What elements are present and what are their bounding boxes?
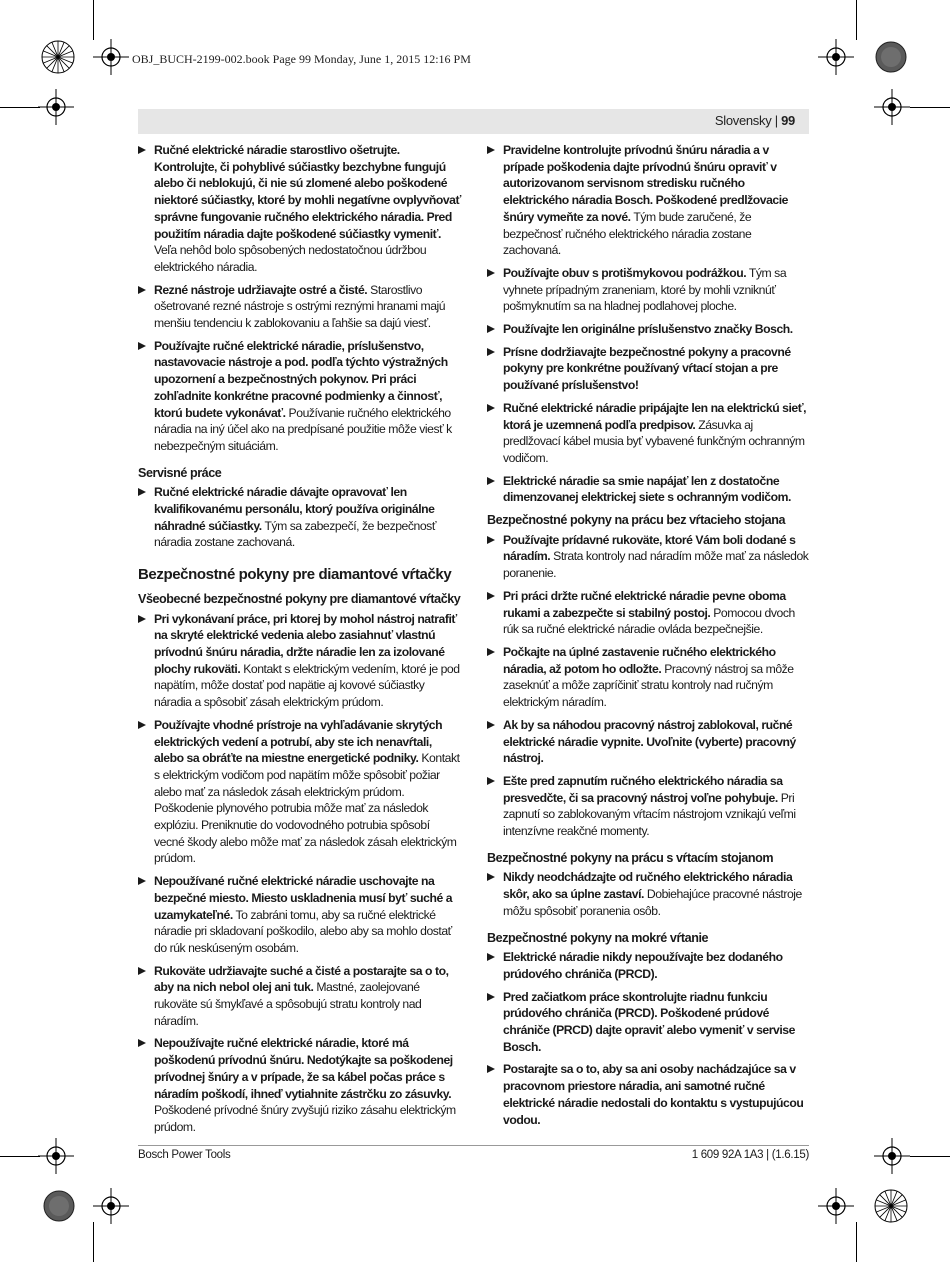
bullet-arrow-icon: [138, 488, 146, 496]
left-top-list: [138, 142, 462, 455]
item-body-text: Tým sa vyhnete prípadným zraneniam, ktoré by mohli vzniknúť pošmyknutím sa na hladnej podlahovej ploche.: [503, 265, 787, 314]
registration-mark-icon: [93, 39, 129, 75]
wet-list: [487, 949, 809, 1128]
item-bold-text: Nepoužívajte ručné elektrické náradie, ktoré má poškodenú prívodnú šnúru. Nedotýkajte sa poškodenej prívodnej šnúry a v prípade, že sa kábel počas práce s náradím poškodí, ihneď vytiahnite zástrčku zo zásuvky.: [154, 1036, 453, 1101]
bullet-arrow-icon: [138, 342, 146, 350]
item-bold-text: Pri práci držte ručné elektrické náradie pevne oboma rukami a zabezpečte si stabilný postoj.: [503, 588, 786, 620]
bullet-arrow-icon: [487, 477, 495, 485]
crop-line: [93, 1222, 94, 1262]
general-heading: Všeobecné bezpečnostné pokyny pre diamantové vŕtačky: [138, 591, 461, 606]
list-item: [487, 949, 809, 982]
bullet-arrow-icon: [487, 993, 495, 1001]
bullet-arrow-icon: [487, 404, 495, 412]
bullet-arrow-icon: [487, 536, 495, 544]
list-item: [138, 484, 462, 551]
bullet-arrow-icon: [138, 1039, 146, 1047]
item-bold-text: Používajte len originálne príslušenstvo značky Bosch.: [503, 322, 793, 337]
list-item: [487, 644, 809, 711]
crop-line: [93, 0, 94, 40]
registration-mark-icon: [93, 1188, 129, 1224]
item-bold-text: Pred začiatkom práce skontrolujte riadnu funkciu prúdového chrániča (PRCD). Poškodené prúdové chrániče (PRCD) dajte opraviť alebo vymeniť v servise Bosch.: [503, 989, 795, 1054]
list-item: [487, 321, 809, 338]
bullet-arrow-icon: [487, 1065, 495, 1073]
list-item: [487, 532, 809, 582]
dot-mark-icon: [874, 40, 908, 74]
header-separator: |: [771, 113, 782, 128]
crop-line: [0, 107, 40, 108]
list-item: [487, 989, 809, 1056]
header-language: Slovensky: [714, 113, 772, 128]
stand-heading: Bezpečnostné pokyny na prácu s vŕtacím stojanom: [487, 850, 774, 865]
item-bold-text: Ručné elektrické náradie starostlivo ošetrujte. Kontrolujte, či pohyblivé súčiastky bezchybne fungujú alebo či neblokujú, či nie sú zlomené alebo poškodené niektoré súčiastky, ktoré by mohli negatívne ovplyvňovať správne fungovanie ručného elektrického náradia. Pred použitím náradia dajte poškodené súčiastky vymeniť.: [154, 143, 461, 241]
item-bold-text: Ešte pred zapnutím ručného elektrického náradia sa presvedčte, či sa pracovný nástroj voľne pohybuje.: [503, 773, 783, 805]
item-bold-text: Nepoužívané ručné elektrické náradie uschovajte na bezpečné miesto. Miesto uskladnenia musí byť suché a uzamykateľné.: [154, 874, 453, 922]
item-bold-text: Nikdy neodchádzajte od ručného elektrického náradia skôr, ako sa úplne zastaví.: [503, 870, 793, 902]
item-body-text: Pracovný nástroj sa môže zaseknúť a môže zapríčiniť stratu kontroly nad ručným elektrickým náradím.: [503, 661, 794, 710]
bullet-arrow-icon: [487, 648, 495, 656]
item-bold-text: Elektrické náradie nikdy nepoužívajte bez dodaného prúdového chrániča (PRCD).: [503, 950, 783, 981]
item-body-text: Dobiehajúce pracovné nástroje môžu spôsobiť poranenia osôb.: [503, 887, 802, 918]
item-body-text: Kontakt s elektrickým vodičom pod napätím môže spôsobiť požiar alebo mať za následok zásah elektrickým prúdom. Poškodenie plynového potrubia môže mať za následok explóziu. Preniknutie do vodovodného potrubia spôsobí vecné škody alebo môže mať za následok zásah elektrickým prúdom.: [154, 751, 460, 866]
bullet-arrow-icon: [138, 146, 146, 154]
bullet-arrow-icon: [487, 721, 495, 729]
registration-mark-icon: [818, 1188, 854, 1224]
item-body-text: Starostlivo ošetrované rezné nástroje s ostrými reznými hranami majú menšiu tendenciu k zablokovaniu a ľahšie sa dajú viesť.: [154, 282, 446, 331]
registration-mark-icon: [874, 1138, 910, 1174]
list-item: [138, 142, 462, 276]
bullet-arrow-icon: [487, 146, 495, 154]
crop-line: [856, 1222, 857, 1262]
list-item: [138, 873, 462, 957]
left-column: [138, 142, 462, 1142]
footer-brand: Bosch Power Tools: [138, 1149, 231, 1161]
no-stand-list: [487, 532, 809, 840]
bullet-arrow-icon: [487, 269, 495, 277]
list-item: [138, 338, 462, 455]
bullet-arrow-icon: [487, 348, 495, 356]
list-item: [487, 473, 809, 506]
bullet-arrow-icon: [138, 615, 146, 623]
registration-mark-icon: [874, 89, 910, 125]
general-list: [138, 611, 462, 1136]
footer-rule: [138, 1145, 809, 1146]
item-body-text: To zabráni tomu, aby sa ručné elektrické náradie pri skladovaní poškodilo, alebo aby sa mohlo dostať do rúk neskúseným osobám.: [154, 907, 452, 955]
item-body-text: Veľa nehôd bolo spôsobených nedostatočnou údržbou elektrického náradia.: [154, 243, 427, 274]
header-text: [715, 113, 795, 128]
registration-mark-icon: [38, 1138, 74, 1174]
right-column: [487, 142, 809, 1134]
list-item: [487, 773, 809, 840]
list-item: [487, 400, 809, 467]
item-body-text: Tým bude zaručené, že bezpečnosť ručného elektrického náradia zostane zachovaná.: [503, 209, 752, 258]
stand-list: [487, 869, 809, 919]
list-item: [487, 869, 809, 919]
bullet-arrow-icon: [487, 592, 495, 600]
list-item: [138, 963, 462, 1030]
item-body-text: Mastné, zaolejované rukoväte sú šmykľavé a spôsobujú stratu kontroly nad náradím.: [154, 980, 422, 1028]
item-bold-text: Počkajte na úplné zastavenie ručného elektrického náradia, až potom ho odložte.: [503, 644, 776, 676]
bullet-arrow-icon: [138, 286, 146, 294]
no-stand-heading: Bezpečnostné pokyny na prácu bez vŕtacieho stojana: [487, 513, 786, 528]
item-body-text: Používanie ručného elektrického náradia na iný účel ako na predpísané použitie môže viesť k nebezpečným situáciám.: [154, 405, 452, 453]
starburst-mark-icon: [874, 1189, 908, 1223]
list-item: [487, 717, 809, 767]
list-item: [487, 344, 809, 394]
print-slug: OBJ_BUCH-2199-002.book Page 99 Monday, June 1, 2015 12:16 PM: [132, 52, 471, 66]
item-body-text: Pomocou dvoch rúk sa ručné elektrické náradie ovláda bezpečnejšie.: [503, 605, 795, 637]
bullet-arrow-icon: [487, 873, 495, 881]
registration-mark-icon: [818, 39, 854, 75]
item-body-text: Zásuvka aj predlžovací kábel musia byť vybavené funkčným ochranným vodičom.: [503, 417, 805, 465]
service-list: [138, 484, 462, 551]
list-item: [138, 1035, 462, 1135]
crop-line: [0, 1156, 40, 1157]
item-body-text: Strata kontroly nad náradím môže mať za následok poranenie.: [503, 549, 809, 581]
item-bold-text: Pri vykonávaní práce, pri ktorej by mohol nástroj natrafiť na skryté elektrické vedenia alebo zasiahnuť vlastnú prívodnú šnúru náradia, držte náradie len za izolované plochy rukoväti.: [154, 611, 457, 676]
page-number: 99: [781, 113, 795, 128]
right-top-list: [487, 142, 809, 506]
item-bold-text: Rukoväte udržiavajte suché a čisté a postarajte sa o to, aby na nich nebol olej ani tuk.: [154, 963, 449, 995]
footer-doc-number: 1 609 92A 1A3 | (1.6.15): [691, 1149, 809, 1161]
starburst-mark-icon: [41, 40, 75, 74]
item-bold-text: Rezné nástroje udržiavajte ostré a čisté.: [154, 282, 368, 297]
list-item: [138, 282, 462, 332]
item-body-text: Poškodené prívodné šnúry zvyšujú riziko zásahu elektrickým prúdom.: [154, 1103, 456, 1134]
bullet-arrow-icon: [487, 777, 495, 785]
list-item: [138, 611, 462, 711]
bullet-arrow-icon: [487, 325, 495, 333]
section-heading: Bezpečnostné pokyny pre diamantové vŕtačky: [138, 566, 452, 584]
bullet-arrow-icon: [138, 877, 146, 885]
crop-line: [910, 107, 950, 108]
item-bold-text: Používajte vhodné prístroje na vyhľadávanie skrytých elektrických vedení a potrubí, aby ste ich nenavŕtali, alebo sa obráťte na miestne energetické podniky.: [154, 717, 443, 766]
item-body-text: Kontakt s elektrickým vedením, ktoré je pod napätím, môže dostať pod napätie aj kovové súčiastky náradia a spôsobiť zásah elektrickým prúdom.: [154, 661, 460, 710]
bullet-arrow-icon: [138, 721, 146, 729]
item-bold-text: Elektrické náradie sa smie napájať len z dostatočne dimenzovanej elektrickej siete s ochranným vodičom.: [503, 473, 791, 505]
crop-line: [910, 1156, 950, 1157]
item-bold-text: Používajte prídavné rukoväte, ktoré Vám boli dodané s náradím.: [503, 532, 796, 564]
item-bold-text: Pravidelne kontrolujte prívodnú šnúru náradia a v prípade poškodenia dajte prívodnú šnúru opraviť v autorizovanom servisnom stredisku ručného elektrického náradia Bosch. Poškodené predlžovacie šnúry vymeňte za nové.: [503, 143, 789, 224]
list-item: [487, 265, 809, 315]
list-item: [487, 142, 809, 259]
item-body-text: Tým sa zabezpečí, že bezpečnosť náradia zostane zachovaná.: [154, 518, 436, 550]
bullet-arrow-icon: [487, 953, 495, 961]
item-body-text: Pri zapnutí so zablokovaným vŕtacím nástrojom vznikajú veľmi intenzívne reakčné momenty.: [503, 790, 796, 839]
registration-mark-icon: [38, 89, 74, 125]
item-bold-text: Používajte obuv s protišmykovou podrážkou.: [503, 265, 747, 280]
list-item: [487, 588, 809, 638]
list-item: [487, 1061, 809, 1128]
item-bold-text: Prísne dodržiavajte bezpečnostné pokyny a pracovné pokyny pre konkrétne používaný vŕtací stojan a pre používané príslušenstvo!: [503, 344, 791, 393]
bullet-arrow-icon: [138, 967, 146, 975]
list-item: [138, 717, 462, 867]
service-heading: Servisné práce: [138, 465, 222, 480]
item-bold-text: Postarajte sa o to, aby sa ani osoby nachádzajúce sa v pracovnom priestore náradia, ani samotné ručné elektrické náradie nedostali do kontaktu s vystupujúcou vodou.: [503, 1062, 804, 1127]
item-bold-text: Ak by sa náhodou pracovný nástroj zablokoval, ručné elektrické náradie vypnite. Uvoľnite (vyberte) pracovný nástroj.: [503, 717, 796, 766]
item-bold-text: Ručné elektrické náradie pripájajte len na elektrickú sieť, ktorá je uzemnená podľa predpisov.: [503, 400, 807, 432]
item-bold-text: Používajte ručné elektrické náradie, príslušenstvo, nastavovacie nástroje a pod. podľa týchto výstražných upozornení a bezpečnostných pokynov. Pri práci zohľadnite konkrétne pracovné podmienky a činnosť, ktorú budete vykonávať.: [154, 338, 448, 420]
wet-heading: Bezpečnostné pokyny na mokré vŕtanie: [487, 930, 709, 945]
page-header: [138, 109, 809, 134]
item-bold-text: Ručné elektrické náradie dávajte opravovať len kvalifikovanému personálu, ktorý používa originálne náhradné súčiastky.: [154, 485, 435, 533]
dot-mark-icon: [42, 1189, 76, 1223]
crop-line: [856, 0, 857, 40]
